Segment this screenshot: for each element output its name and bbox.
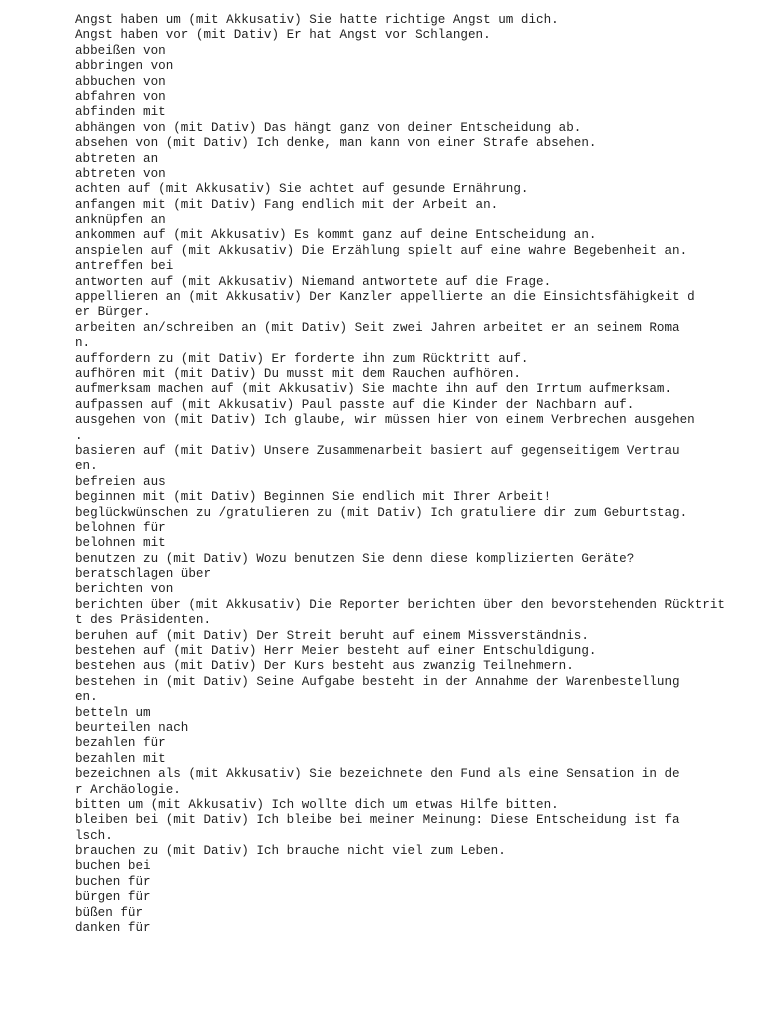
text-line: appellieren an (mit Akkusativ) Der Kanzler appellierte an die Einsichtsfähigkeit d xyxy=(75,290,695,305)
text-line: beruhen auf (mit Dativ) Der Streit beruht auf einem Missverständnis. xyxy=(75,628,589,643)
text-line: beglückwünschen zu /gratulieren zu (mit Dativ) Ich gratuliere dir zum Geburtstag. xyxy=(75,505,688,520)
text-line: buchen bei xyxy=(75,859,151,874)
text-line: bleiben bei (mit Dativ) Ich bleibe bei meiner Meinung: Diese Entscheidung ist fa xyxy=(75,813,680,828)
text-line: anknüpfen an xyxy=(75,213,166,228)
text-line: abhängen von (mit Dativ) Das hängt ganz von deiner Entscheidung ab. xyxy=(75,120,582,135)
text-line: bezahlen mit xyxy=(75,751,166,766)
text-line: berichten von xyxy=(75,582,174,597)
text-line: anfangen mit (mit Dativ) Fang endlich mit der Arbeit an. xyxy=(75,197,499,212)
text-line: auffordern zu (mit Dativ) Er forderte ihn zum Rücktritt auf. xyxy=(75,351,529,366)
text-line: beurteilen nach xyxy=(75,720,189,735)
text-line: achten auf (mit Akkusativ) Sie achtet auf gesunde Ernährung. xyxy=(75,182,529,197)
text-line: bestehen aus (mit Dativ) Der Kurs besteht aus zwanzig Teilnehmern. xyxy=(75,659,574,674)
text-line: beginnen mit (mit Dativ) Beginnen Sie endlich mit Ihrer Arbeit! xyxy=(75,490,552,505)
text-line: arbeiten an/schreiben an (mit Dativ) Seit zwei Jahren arbeitet er an seinem Roma xyxy=(75,320,680,335)
text-line: absehen von (mit Dativ) Ich denke, man kann von einer Strafe absehen. xyxy=(75,136,597,151)
text-line: er Bürger. xyxy=(75,305,151,320)
text-line: antreffen bei xyxy=(75,259,174,274)
text-line: benutzen zu (mit Dativ) Wozu benutzen Sie denn diese komplizierten Geräte? xyxy=(75,551,635,566)
text-line: antworten auf (mit Akkusativ) Niemand antwortete auf die Frage. xyxy=(75,274,552,289)
text-line: r Archäologie. xyxy=(75,782,181,797)
text-line: bezeichnen als (mit Akkusativ) Sie bezeichnete den Fund als eine Sensation in de xyxy=(75,767,680,782)
text-line: betteln um xyxy=(75,705,151,720)
text-line: belohnen für xyxy=(75,520,166,535)
text-line: ausgehen von (mit Dativ) Ich glaube, wir müssen hier von einem Verbrechen ausgehen xyxy=(75,413,695,428)
text-line: abbringen von xyxy=(75,59,174,74)
text-line: n. xyxy=(75,336,91,351)
text-line: bestehen auf (mit Dativ) Herr Meier besteht auf einer Entschuldigung. xyxy=(75,644,597,659)
text-line: befreien aus xyxy=(75,474,166,489)
text-line: anspielen auf (mit Akkusativ) Die Erzählung spielt auf eine wahre Begebenheit an. xyxy=(75,243,688,258)
text-line: aufpassen auf (mit Akkusativ) Paul passte auf die Kinder der Nachbarn auf. xyxy=(75,397,635,412)
text-line: abbeißen von xyxy=(75,43,166,58)
text-line: bestehen in (mit Dativ) Seine Aufgabe besteht in der Annahme der Warenbestellung xyxy=(75,674,680,689)
text-line: brauchen zu (mit Dativ) Ich brauche nicht viel zum Leben. xyxy=(75,844,506,859)
text-line: en. xyxy=(75,459,98,474)
text-line: belohnen mit xyxy=(75,536,166,551)
document-page xyxy=(75,13,755,936)
text-line: Angst haben vor (mit Dativ) Er hat Angst vor Schlangen. xyxy=(75,28,491,43)
text-line: beratschlagen über xyxy=(75,567,212,582)
text-line: t des Präsidenten. xyxy=(75,613,212,628)
text-line: abfinden mit xyxy=(75,105,166,120)
text-line: abtreten an xyxy=(75,151,159,166)
text-line: basieren auf (mit Dativ) Unsere Zusammenarbeit basiert auf gegenseitigem Vertrau xyxy=(75,443,680,458)
text-line: büßen für xyxy=(75,905,144,920)
text-line: Angst haben um (mit Akkusativ) Sie hatte richtige Angst um dich. xyxy=(75,13,559,27)
text-line: en. xyxy=(75,690,98,705)
text-line: abfahren von xyxy=(75,89,166,104)
text-line: bürgen für xyxy=(75,890,151,905)
text-line: bitten um (mit Akkusativ) Ich wollte dich um etwas Hilfe bitten. xyxy=(75,797,559,812)
text-line: bezahlen für xyxy=(75,736,166,751)
text-line: ankommen auf (mit Akkusativ) Es kommt ganz auf deine Entscheidung an. xyxy=(75,228,597,243)
text-line: abtreten von xyxy=(75,166,166,181)
text-line: . xyxy=(75,428,83,443)
text-line: aufhören mit (mit Dativ) Du musst mit dem Rauchen aufhören. xyxy=(75,366,521,381)
text-line: berichten über (mit Akkusativ) Die Reporter berichten über den bevorstehenden Rücktrit xyxy=(75,597,725,612)
text-line: lsch. xyxy=(75,828,113,843)
text-line: buchen für xyxy=(75,874,151,889)
text-line: abbuchen von xyxy=(75,74,166,89)
text-line: danken für xyxy=(75,921,151,936)
text-line: aufmerksam machen auf (mit Akkusativ) Sie machte ihn auf den Irrtum aufmerksam. xyxy=(75,382,673,397)
